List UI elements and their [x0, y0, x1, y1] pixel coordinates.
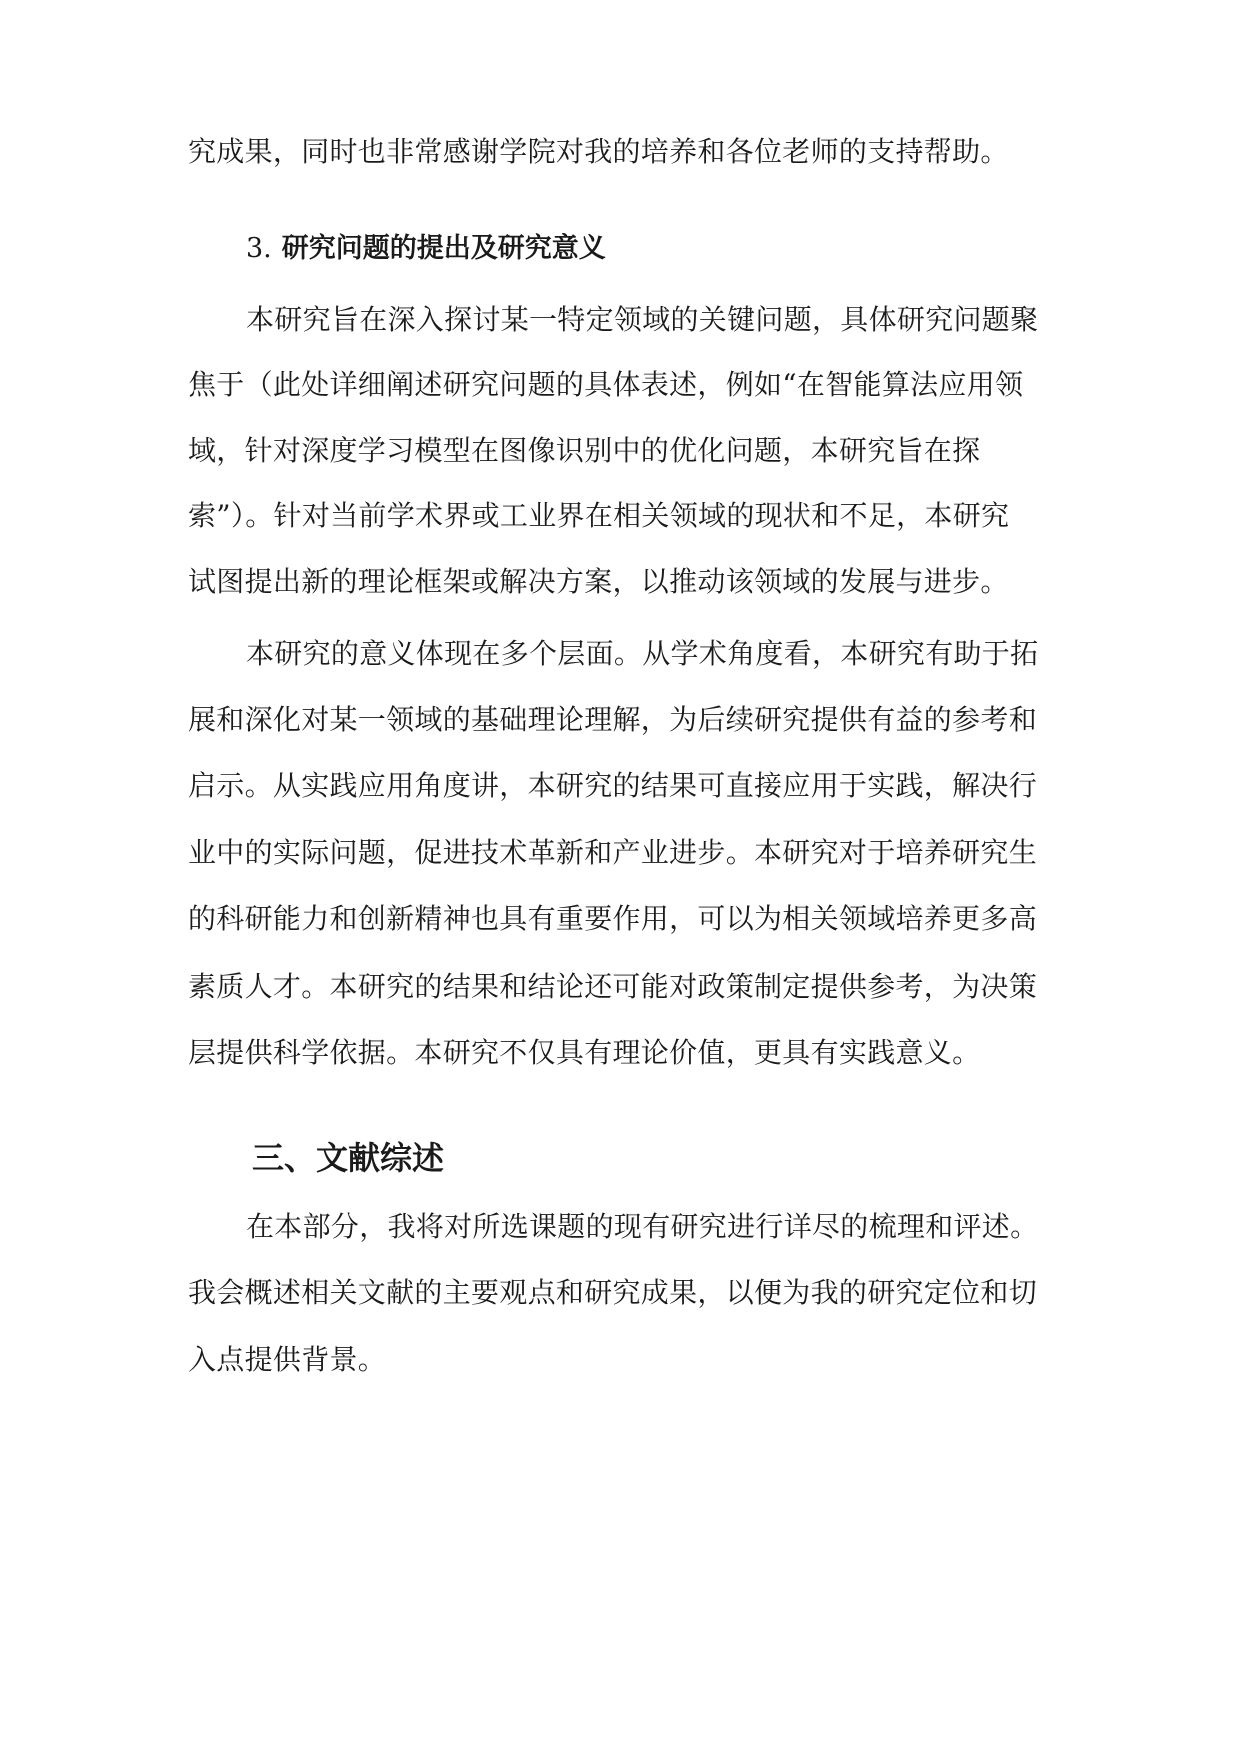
paragraph-line: 我会概述相关文献的主要观点和研究成果，以便为我的研究定位和切 — [188, 1276, 1038, 1309]
paragraph-line: 试图提出新的理论框架或解决方案，以推动该领域的发展与进步。 — [188, 565, 1009, 598]
section-heading: 三、文献综述 — [252, 1139, 445, 1177]
paragraph-line: 层提供科学依据。本研究不仅具有理论价值，更具有实践意义。 — [188, 1036, 981, 1069]
paragraph-line: 的科研能力和创新精神也具有重要作用，可以为相关领域培养更多高 — [188, 902, 1038, 935]
paragraph-line: 在本部分，我将对所选课题的现有研究进行详尽的梳理和评述。 — [246, 1210, 1039, 1243]
carryover-text-line: 究成果，同时也非常感谢学院对我的培养和各位老师的支持帮助。 — [188, 135, 1009, 168]
paragraph-line: 本研究的意义体现在多个层面。从学术角度看，本研究有助于拓 — [246, 637, 1039, 670]
subsection-title: 研究问题的提出及研究意义 — [281, 233, 606, 264]
paragraph-line: 本研究旨在深入探讨某一特定领域的关键问题，具体研究问题聚 — [246, 303, 1039, 336]
paragraph-line: 素质人才。本研究的结果和结论还可能对政策制定提供参考，为决策 — [188, 970, 1038, 1003]
paragraph-line: 焦于（此处详细阐述研究问题的具体表述，例如“在智能算法应用领 — [188, 368, 1024, 401]
subsection-heading — [246, 229, 606, 269]
paragraph-line: 业中的实际问题，促进技术革新和产业进步。本研究对于培养研究生 — [188, 836, 1038, 869]
subsection-number: 3. — [246, 233, 272, 264]
paragraph-line: 启示。从实践应用角度讲，本研究的结果可直接应用于实践，解决行 — [188, 769, 1038, 802]
paragraph-line: 展和深化对某一领域的基础理论理解，为后续研究提供有益的参考和 — [188, 703, 1038, 736]
paragraph-line: 域，针对深度学习模型在图像识别中的优化问题，本研究旨在探 — [188, 434, 981, 467]
paragraph-line: 索”）。针对当前学术界或工业界在相关领域的现状和不足，本研究 — [188, 499, 1010, 532]
paragraph-line: 入点提供背景。 — [188, 1343, 387, 1376]
